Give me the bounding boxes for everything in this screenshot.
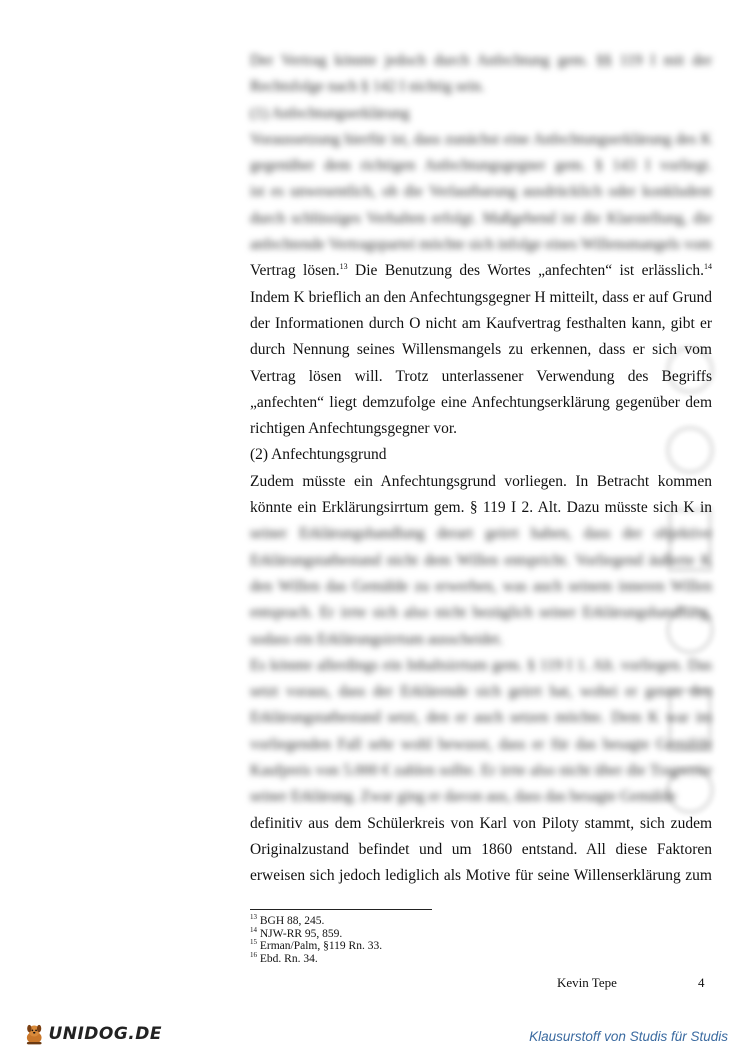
text-line: Indem K brieflich an den Anfechtungsgegner H mitteilt, dass er auf Grund (250, 288, 712, 306)
text-line: Rechtsfolge nach § 142 I nichtig sein. (250, 78, 485, 96)
body-paragraph-motive (250, 811, 712, 890)
text-line: sodass ein Erklärungsirrtum ausscheidet. (250, 630, 504, 648)
dog-mascot-icon (22, 1014, 46, 1054)
footnote (250, 925, 382, 941)
section-heading-anfechtungsgrund: (2) Anfechtungsgrund (250, 446, 387, 464)
text-line: Erklärungstatbestand setzt, den er auch setzen möchte. Dem K war im (250, 709, 712, 727)
slogan: Klausurstoff von Studis für Studis (529, 1029, 728, 1044)
page-number: 4 (698, 975, 705, 990)
footnote-text: NJW-RR 95, 859. (259, 927, 343, 940)
text-line: den Willen das Gemälde zu erwerben, was auch seinem inneren Willen (250, 577, 712, 595)
footnote-number: 15 (250, 938, 257, 947)
footnote-number: 13 (250, 913, 257, 922)
text-line: Zudem müsste ein Anfechtungsgrund vorliegen. In Betracht kommen (250, 472, 712, 490)
text-line: anfechtende Vertragspartei möchte sich infolge eines Willensmangels vom (250, 236, 712, 254)
text-line: Der Vertrag könnte jedoch durch Anfechtung gem. §§ 119 I mit der (250, 52, 712, 69)
text-line: seiner Erklärung. Zwar ging er davon aus, dass das besagte Gemälde (250, 788, 677, 806)
footnote (250, 940, 382, 953)
footnote-text: Ebd. Rn. 34. (259, 952, 318, 965)
text-line: der Informationen durch O nicht am Kaufvertrag festhalten kann, gibt er (250, 314, 712, 332)
text-line: durch Nennung seines Willensmangels zu erkennen, dass er sich vom (250, 341, 712, 359)
text-line: definitiv aus dem Schülerkreis von Karl von Piloty stammt, sich zudem (250, 814, 712, 832)
footnote-text: BGH 88, 245. (259, 915, 325, 927)
blurred-preview-top (250, 48, 712, 258)
text-line: setzt voraus, dass der Erklärende sich geirrt hat, wobei er genau den (250, 683, 712, 701)
text-line: gegenüber dem richtigen Anfechtungsgegner gem. § 143 I vorliegt. (250, 157, 712, 175)
body-text (250, 48, 712, 890)
footnotes (250, 915, 382, 965)
footnote-separator (250, 909, 432, 910)
text-line: ist es unwesentlich, ob die Verlautbarung ausdrücklich oder konkludent (250, 183, 712, 201)
text-line: durch schlüssiges Verhalten erfolgt. Maßgebend ist die Klarstellung, die (250, 209, 712, 227)
text-line: Erklärungstatbestand nicht dem Willen entspricht. Vorliegend äußerte K (250, 551, 712, 569)
body-paragraph-anfechtungsgrund (250, 469, 712, 522)
footnote-number: 16 (250, 950, 257, 959)
footnote (250, 950, 382, 966)
body-line-with-footnotes: Vertrag lösen.$^{13}$ Die Benutzung des Wortes „anfechten“ ist erlässlich.$^{14}$ (250, 262, 712, 280)
text-line: Vertrag lösen will. Trotz unterlassener Verwendung des Begriffs (250, 367, 712, 385)
author-name: Kevin Tepe (557, 975, 617, 990)
footnote-ref-14: 14 (704, 262, 712, 272)
blurred-preview-middle (250, 521, 712, 810)
unidog-logo[interactable] (22, 1014, 162, 1054)
footnote (250, 915, 382, 928)
text-line: seiner Erklärungshandlung derart geirrt haben, dass der objektive (250, 525, 712, 543)
body-paragraph-anfechtungserklaerung (250, 285, 712, 443)
footnote-number: 14 (250, 925, 257, 934)
footnote-ref-13: 13 (339, 262, 348, 272)
logo-text: UNIDOG.DE (48, 1024, 162, 1044)
text-line: „anfechten“ liegt demzufolge eine Anfechtungserklärung gegenüber dem (250, 393, 712, 411)
text-line: Kaufpreis von 5.000 € zahlen sollte. Er irrte also nicht über die Tragweite (250, 762, 712, 780)
text-line: Voraussetzung hierfür ist, dass zunächst eine Anfechtungserklärung des K (250, 130, 712, 148)
text-line: richtigen Anfechtungsgegner vor. (250, 420, 458, 438)
text-line: vorliegenden Fall sehr wohl bewusst, dass er für das besagte Gemälde (250, 735, 712, 753)
text-line: entsprach. Er irrte sich also nicht bezüglich seiner Erklärungshandlung, (250, 604, 712, 622)
footnote-text: Erman/Palm, §119 Rn. 33. (259, 940, 383, 952)
text-line: Es könnte allerdings ein Inhaltsirrtum gem. § 119 I 1. Alt. vorliegen. Das (250, 656, 712, 674)
text-line: könnte ein Erklärungsirrtum gem. § 119 I 2. Alt. Dazu müsste sich K in (250, 499, 712, 517)
text-line: erweisen sich jedoch lediglich als Motive für seine Willenserklärung zum (250, 867, 712, 885)
text-line: Originalzustand befindet und um 1860 entstand. All diese Faktoren (250, 840, 712, 858)
text-line: (1) Anfechtungserklärung (250, 104, 410, 122)
